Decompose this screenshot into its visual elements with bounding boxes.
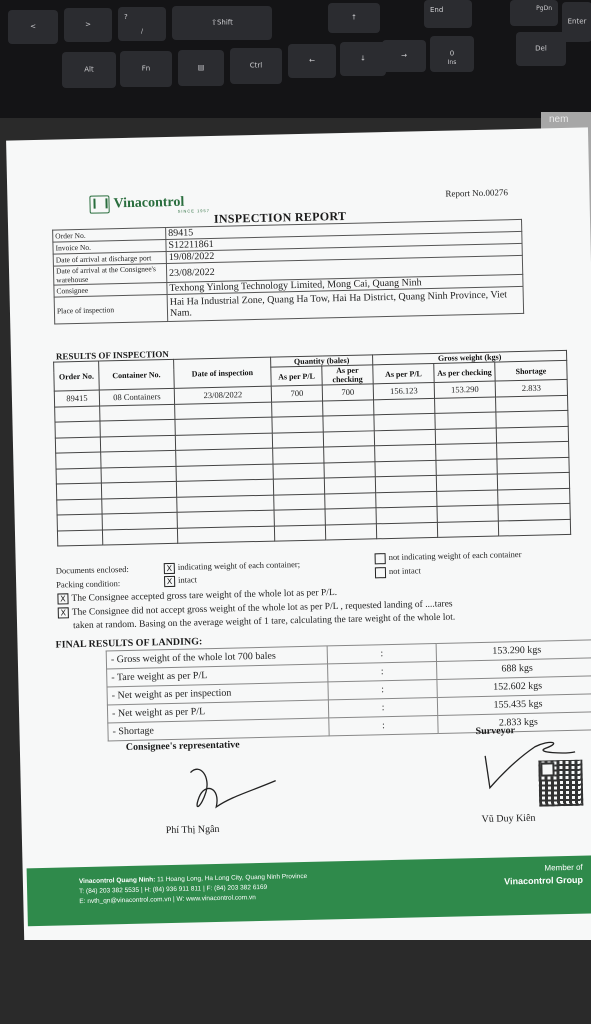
checkbox-unchecked[interactable] — [375, 553, 386, 564]
col-container-no: Container No. — [99, 359, 175, 390]
shortage-label: Shortage — [118, 725, 155, 738]
order-no-value: 89415 — [166, 219, 522, 239]
gross-weight-label: Gross weight of the whole lot 700 bales — [116, 650, 276, 666]
arrival-port-label: Date of arrival at discharge port — [53, 251, 166, 266]
tare-weight-label: Tare weight as per P/L — [116, 670, 208, 684]
final-results-table — [106, 639, 591, 741]
invoice-no-value: S12211861 — [166, 231, 522, 251]
col-qty-as-per-pl: As per P/L — [271, 366, 322, 386]
checkbox-checked[interactable]: X — [164, 575, 175, 586]
footer-phones: T: (84) 203 382 5535 | H: (84) 936 911 811 | F: (84) 203 382 6169 — [79, 883, 268, 896]
net-weight-pl-label: Net weight as per P/L — [117, 706, 206, 720]
key-question[interactable]: ? / — [118, 7, 166, 41]
key-down[interactable]: ↓ — [340, 42, 386, 76]
cell-order-no: 89415 — [54, 390, 99, 407]
cell-date: 23/08/2022 — [174, 386, 271, 404]
accepted-statement: X The Consignee accepted gross tare weight of the whole lot as per P/L. — [54, 587, 337, 604]
footer-email: E: nvth_qn@vinacontrol.com.vn | W: www.vinacontrol.com.vn — [79, 894, 256, 906]
shipment-info-table — [52, 219, 524, 325]
final-results-heading: FINAL RESULTS OF LANDING: — [55, 636, 203, 651]
consignee-representative-label: Consignee's representative — [125, 739, 240, 754]
key-ins[interactable]: 0 Ins — [430, 36, 474, 72]
checkbox-checked[interactable]: X — [164, 562, 175, 573]
arrival-warehouse-label: Date of arrival at the Consignee's warehouse — [53, 263, 166, 285]
footer-address: Vinacontrol Quang Ninh: 11 Hoang Long, Ha Long City, Quang Ninh Province T: (84) 203 382 5535 | H: (84) 936 911 811 | F: (84) 203 382 6169 E: nvth_qn@vinacontrol.com.vn | W: www.vinacontrol.com.vn — [78, 872, 308, 906]
tare-weight-value: 688 — [501, 663, 517, 675]
cell-gw-pl: 156.123 — [373, 382, 434, 399]
key-right[interactable]: → — [382, 40, 426, 72]
invoice-no-label: Invoice No. — [53, 240, 166, 255]
key-greater-than[interactable]: > — [64, 8, 112, 42]
ind-weight-option: X indicating weight of each container; — [161, 559, 300, 574]
keyboard — [0, 0, 591, 135]
key-less-than[interactable]: < — [8, 10, 58, 44]
table-row: - Shortage : 2.833 kgs — [108, 712, 591, 741]
table-row: - Tare weight as per P/L : 688 kgs — [107, 658, 591, 687]
footer — [27, 855, 591, 926]
documents-enclosed-label: Documents enclosed: — [55, 563, 129, 576]
surveyor-label: Surveyor — [475, 725, 516, 738]
key-left[interactable]: ← — [288, 44, 336, 78]
not-intact-option: not intact — [372, 565, 421, 578]
since-label: SINCE 1957 — [177, 207, 211, 214]
key-del[interactable]: Del — [516, 32, 566, 66]
results-heading: RESULTS OF INSPECTION — [55, 348, 169, 362]
surveyor-name: Vũ Duy Kiên — [481, 812, 536, 825]
key-alt[interactable]: Alt — [62, 52, 116, 88]
col-date: Date of inspection — [174, 357, 272, 388]
key-menu-icon[interactable]: ▤ — [178, 50, 224, 86]
results-table — [53, 350, 571, 547]
key-up[interactable]: ↑ — [328, 3, 380, 33]
key-pgdn[interactable]: PgDn — [510, 0, 558, 26]
key-fn[interactable]: Fn — [120, 51, 172, 87]
report-number: Report No.00276 — [445, 187, 508, 199]
consignee-name: Phí Thị Ngân — [165, 823, 220, 837]
cell-container-no: 08 Containers — [99, 388, 174, 405]
key-ctrl[interactable]: Ctrl — [230, 48, 282, 84]
scale-icon — [89, 195, 109, 213]
arrival-warehouse-value: 23/08/2022 — [166, 255, 522, 282]
background-screen: nem — [541, 112, 591, 292]
checkbox-checked[interactable]: X — [57, 593, 68, 604]
net-weight-inspection-value: 152.602 — [493, 680, 526, 693]
cell-qty-pl: 700 — [271, 385, 322, 402]
key-shift[interactable]: ⇧Shift — [172, 6, 272, 40]
col-shortage: Shortage — [495, 360, 567, 381]
qr-code — [538, 760, 583, 807]
cell-gw-checking: 153.290 — [434, 381, 495, 398]
intact-option: X intact — [161, 574, 197, 586]
key-end[interactable]: End — [424, 0, 472, 28]
not-ind-weight-option: not indicating weight of each container — [372, 549, 522, 564]
consignee-label: Consignee — [54, 282, 167, 297]
table-row: - Gross weight of the whole lot 700 bales : 153.290 kgs — [106, 640, 591, 669]
not-accepted-statement-cont: taken at random. Basing on the average weight of 1 tare, calculating the tare weight of the whole lot. — [72, 612, 456, 632]
packing-condition-label: Packing condition: — [56, 578, 121, 590]
consignee-signature — [170, 751, 282, 823]
table-row: - Net weight as per inspection : 152.602 kgs — [107, 676, 591, 705]
table-row: - Net weight as per P/L : 155.435 kgs — [107, 694, 591, 723]
col-gw-as-per-pl: As per P/L — [373, 363, 434, 383]
col-quantity: Quantity (bales) — [271, 355, 373, 367]
consignee-value: Texhong Yinlong Technology Limited, Mong Cai, Quang Ninh — [167, 274, 523, 294]
desk-bottom — [0, 940, 591, 1024]
key-enter[interactable]: Enter — [562, 2, 591, 42]
shortage-value: 2.833 — [498, 717, 522, 729]
order-no-label: Order No. — [53, 228, 166, 243]
cell-shortage: 2.833 — [495, 379, 567, 396]
place-label: Place of inspection — [54, 294, 168, 324]
vinacontrol-logo: Vinacontrol — [89, 194, 184, 214]
col-gross-weight: Gross weight (kgs) — [373, 350, 567, 364]
footer-member: Member of Vinacontrol Group — [504, 862, 584, 887]
arrival-port-value: 19/08/2022 — [166, 243, 522, 263]
col-order-no: Order No. — [54, 361, 100, 391]
net-weight-inspection-label: Net weight as per inspection — [117, 687, 232, 702]
place-value: Hai Ha Industrial Zone, Quang Ha Tow, Hai Ha District, Quang Ninh Province, Viet Nam. — [167, 286, 524, 321]
not-accepted-statement: X The Consignee did not accept gross weight of the whole lot as per P/L , requested landing of ....tares — [55, 599, 453, 619]
checkbox-unchecked[interactable] — [375, 567, 386, 578]
checkbox-checked[interactable]: X — [58, 607, 69, 618]
col-gw-as-per-checking: As per checking — [434, 362, 495, 382]
cell-qty-checking: 700 — [322, 384, 373, 401]
gross-weight-value: 153.290 — [492, 644, 525, 657]
page-title: INSPECTION REPORT — [213, 208, 347, 226]
net-weight-pl-value: 155.435 — [493, 698, 527, 711]
col-qty-as-per-checking: As per checking — [322, 365, 373, 385]
inspection-report-paper — [6, 127, 591, 968]
